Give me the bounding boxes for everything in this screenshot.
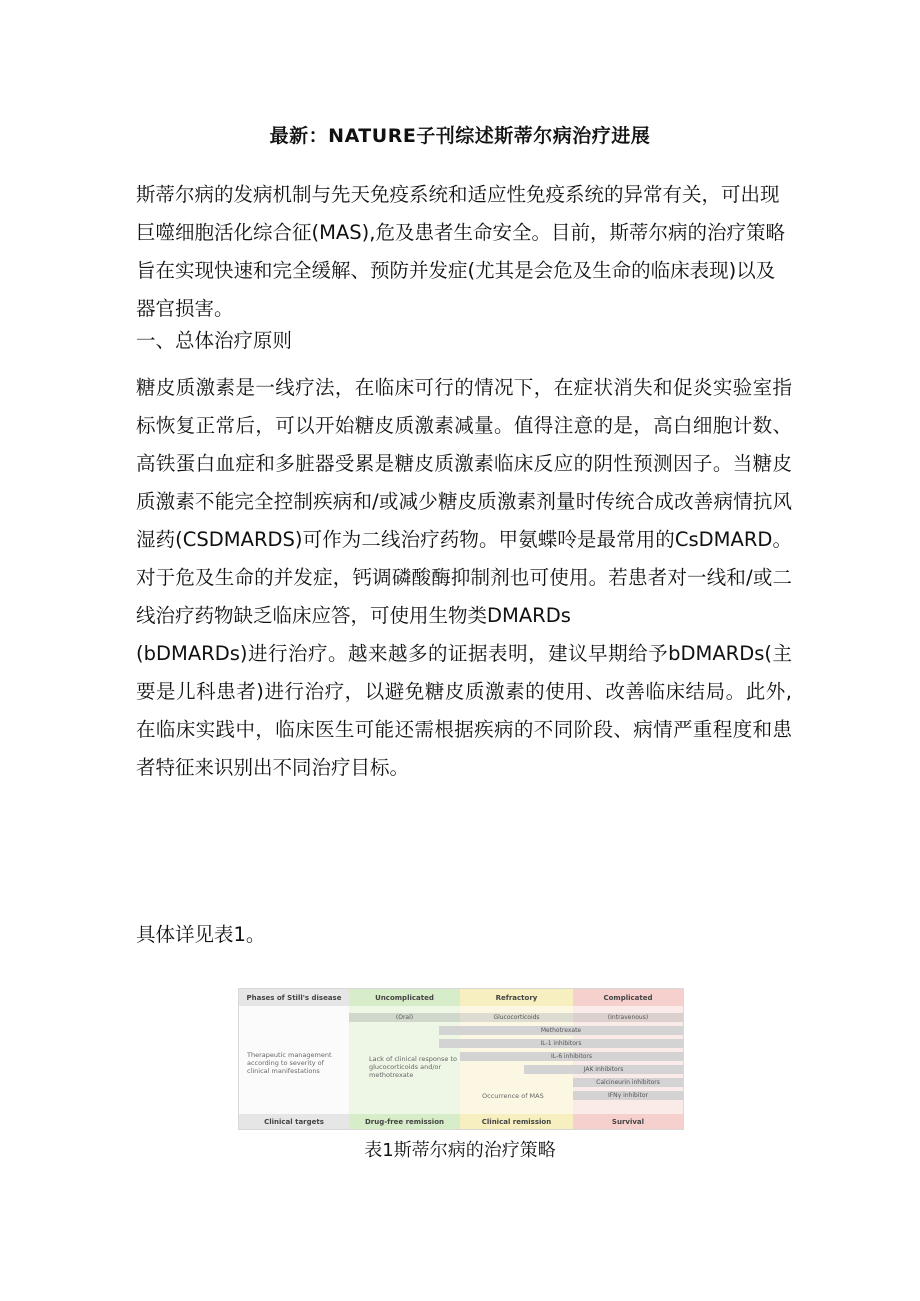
row-label: Therapeutic management according to severity of clinical manifestations (247, 1051, 332, 1075)
section-heading: 一、总体治疗原则 (136, 329, 293, 352)
figure-caption: 表1斯蒂尔病的治疗策略 (364, 1140, 556, 1161)
intravenous-bar: (Intravenous) (573, 1013, 683, 1022)
lack-of-response-note: Lack of clinical response to glucocorticoids and/or methotrexate (369, 1055, 457, 1079)
document-title: 最新：NATURE子刊综述斯蒂尔病治疗进展 (269, 125, 651, 147)
methotrexate-bar: Methotrexate (439, 1026, 683, 1035)
ifng-inhibitor-bar: IFNγ inhibitor (573, 1091, 683, 1100)
il1-inhibitors-bar: IL-1 inhibitors (439, 1039, 683, 1048)
principles-text-a: 糖皮质激素是一线疗法，在临床可行的情况下，在症状消失和促炎实验室指标恢复正常后，可以开始糖皮质激素减量。值得注意的是，高白细胞计数、高铁蛋白血症和多脏器受累是糖皮质激素临床反应的阴性预测因子。当糖皮质激素不能完全控制疾病和/或减少糖皮质激素剂量时传统合成改善病情抗风湿药(CSDMARDS)可作为二线治疗药物。甲氨蝶呤是最常用的CsDMARD。对于危及生命的并发症，钙调磷酸酶抑制剂也可使用。若患者对一线和/或二线治疗药物缺乏临床应答，可使用生物类DMARDs (136, 376, 792, 627)
header-uncomplicated: Uncomplicated (349, 989, 460, 1006)
footer-clinical-targets: Clinical targets (239, 1114, 349, 1129)
il6-inhibitors-bar: IL-6 inhibitors (460, 1052, 683, 1061)
footer-drug-free-remission: Drug-free remission (349, 1114, 460, 1129)
header-refractory: Refractory (460, 989, 573, 1006)
jak-inhibitors-bar: JAK inhibitors (524, 1065, 683, 1074)
principles-text-b: (bDMARDs)进行治疗。越来越多的证据表明，建议早期给予bDMARDs(主要是儿科患者)进行治疗，以避免糖皮质激素的使用、改善临床结局。此外,在临床实践中，临床医生可能还需根据疾病的不同阶段、病情严重程度和患者特征来识别出不同治疗目标。 (136, 642, 792, 779)
intro-paragraph: 斯蒂尔病的发病机制与先天免疫系统和适应性免疫系统的异常有关，可出现巨噬细胞活化综合征(MAS),危及患者生命安全。目前，斯蒂尔病的治疗策略旨在实现快速和完全缓解、预防并发症(尤其是会危及生命的临床表现)以及器官损害。 (136, 183, 785, 320)
header-phases: Phases of Still's disease (239, 989, 349, 1006)
mas-occurrence-note: Occurrence of MAS (482, 1092, 544, 1100)
footer-survival: Survival (573, 1114, 683, 1129)
principles-paragraph (136, 369, 792, 787)
calcineurin-inhibitors-bar: Calcineurin inhibitors (573, 1078, 683, 1087)
footer-clinical-remission: Clinical remission (460, 1114, 573, 1129)
header-complicated: Complicated (573, 989, 683, 1006)
see-table-line: 具体详见表1。 (136, 923, 266, 946)
glucocorticoids-bar: Glucocorticoids (460, 1013, 573, 1022)
oral-bar: (Oral) (349, 1013, 460, 1022)
treatment-strategy-figure (238, 988, 684, 1130)
